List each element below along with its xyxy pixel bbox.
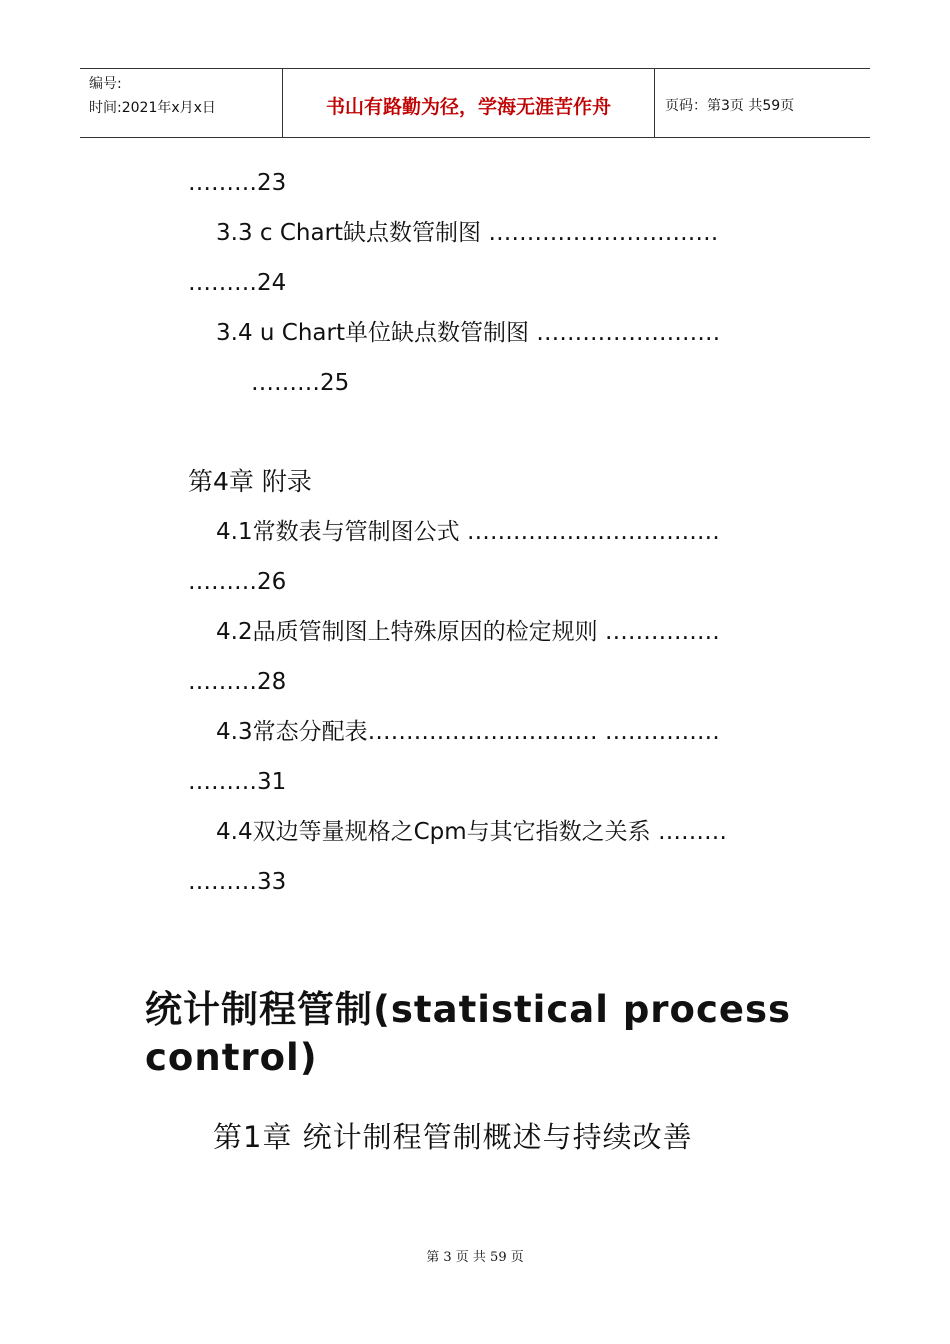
document-title: 统计制程管制(statistical process control): [145, 988, 792, 1079]
toc-entry-4-4: 4.4双边等量规格之Cpm与其它指数之关系 ………: [216, 819, 727, 845]
toc-entry-4-3: 4.3常态分配表………………………… ……………: [216, 719, 720, 745]
toc-entry-3-3: 3.3 c Chart缺点数管制图 …………………………: [216, 220, 719, 246]
toc-page-25: ………25: [251, 370, 350, 396]
page-header: [80, 68, 870, 138]
toc-entry-4-2: 4.2品质管制图上特殊原因的检定规则 ……………: [216, 619, 720, 645]
toc-chapter-4: 第4章 附录: [188, 467, 312, 496]
chapter-1-heading: 第1章 统计制程管制概述与持续改善: [213, 1120, 693, 1154]
header-meta: [80, 69, 282, 137]
toc-page-28: ………28: [188, 669, 287, 695]
time-label: 时间:2021年x月x日: [89, 100, 216, 116]
toc-entry-4-1: 4.1常数表与管制图公式 ……………………………: [216, 519, 720, 545]
toc-page-31: ………31: [188, 769, 287, 795]
toc-page-26: ………26: [188, 569, 287, 595]
header-motto: 书山有路勤为径，学海无涯苦作舟: [282, 69, 655, 137]
number-label: 编号:: [89, 76, 122, 92]
toc-entry-3-4: 3.4 u Chart单位缺点数管制图 ……………………: [216, 320, 721, 346]
toc-page-23: ………23: [188, 170, 287, 196]
page-footer: 第 3 页 共 59 页: [426, 1250, 524, 1265]
toc-page-33: ………33: [188, 869, 287, 895]
toc-page-24: ………24: [188, 270, 287, 296]
header-page-info: 页码：第3页 共59页: [665, 98, 795, 114]
